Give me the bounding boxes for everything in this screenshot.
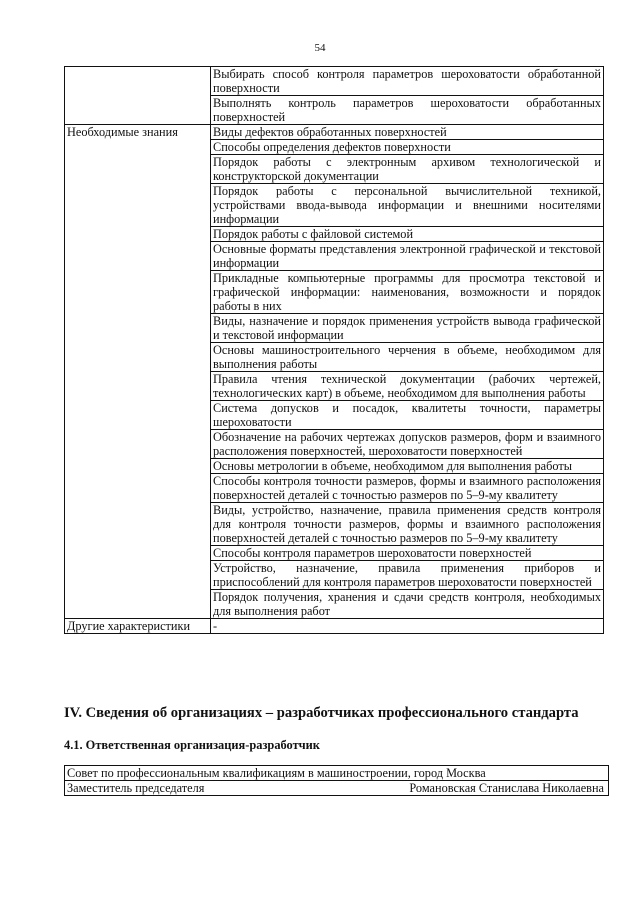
knowledge-item: Способы контроля параметров шероховатости поверхностей: [211, 546, 604, 561]
organization-person: Романовская Станислава Николаевна: [337, 781, 609, 796]
knowledge-item: Порядок работы с файловой системой: [211, 227, 604, 242]
organization-position: Заместитель председателя: [65, 781, 337, 796]
table-row: [65, 125, 604, 140]
skills-label-cell: [65, 67, 211, 125]
knowledge-item: Виды, назначение и порядок применения устройств вывода графической и текстовой информации: [211, 314, 604, 343]
table-row: [65, 67, 604, 96]
knowledge-item: Правила чтения технической документации (рабочих чертежей, технологических карт) в объеме, необходимом для выполнения работы: [211, 372, 604, 401]
knowledge-item: Система допусков и посадок, квалитеты точности, параметры шероховатости: [211, 401, 604, 430]
subsection-heading: 4.1. Ответственная организация-разработчик: [64, 738, 320, 752]
knowledge-item: Способы определения дефектов поверхности: [211, 140, 604, 155]
organization-table: [64, 765, 609, 796]
page-number: 54: [314, 42, 326, 54]
other-value: -: [211, 619, 604, 634]
requirements-table: [64, 66, 604, 634]
organization-name: Совет по профессиональным квалификациям в машиностроении, город Москва: [65, 766, 609, 781]
knowledge-item: Виды, устройство, назначение, правила применения средств контроля для контроля точности размеров, формы и взаимного расположения поверхностей деталей с точностью размеров по 5–9-му квалитету: [211, 503, 604, 546]
table-row: [65, 766, 609, 781]
knowledge-label: Необходимые знания: [65, 125, 211, 619]
table-row: [65, 781, 609, 796]
knowledge-item: Обозначение на рабочих чертежах допусков размеров, форм и взаимного расположения поверхностей, шероховатости поверхностей: [211, 430, 604, 459]
knowledge-item: Прикладные компьютерные программы для просмотра текстовой и графической информации: наименования, возможности и порядок работы в них: [211, 271, 604, 314]
knowledge-item: Устройство, назначение, правила применения приборов и приспособлений для контроля параметров шероховатости поверхностей: [211, 561, 604, 590]
table-row: [65, 619, 604, 634]
knowledge-item: Порядок работы с электронным архивом технологической и конструкторской документации: [211, 155, 604, 184]
knowledge-item: Основы метрологии в объеме, необходимом для выполнения работы: [211, 459, 604, 474]
section-heading: IV. Сведения об организациях – разработчиках профессионального стандарта: [64, 705, 579, 721]
knowledge-item: Основы машиностроительного черчения в объеме, необходимом для выполнения работы: [211, 343, 604, 372]
knowledge-item: Способы контроля точности размеров, формы и взаимного расположения поверхностей деталей с точностью размеров по 5–9-му квалитету: [211, 474, 604, 503]
knowledge-item: Порядок получения, хранения и сдачи средств контроля, необходимых для выполнения работ: [211, 590, 604, 619]
skill-item: Выполнять контроль параметров шероховатости обработанных поверхностей: [211, 96, 604, 125]
knowledge-item: Виды дефектов обработанных поверхностей: [211, 125, 604, 140]
knowledge-item: Порядок работы с персональной вычислительной техникой, устройствами ввода-вывода информации и внешними носителями информации: [211, 184, 604, 227]
knowledge-item: Основные форматы представления электронной графической и текстовой информации: [211, 242, 604, 271]
skill-item: Выбирать способ контроля параметров шероховатости обработанной поверхности: [211, 67, 604, 96]
other-label: Другие характеристики: [65, 619, 211, 634]
